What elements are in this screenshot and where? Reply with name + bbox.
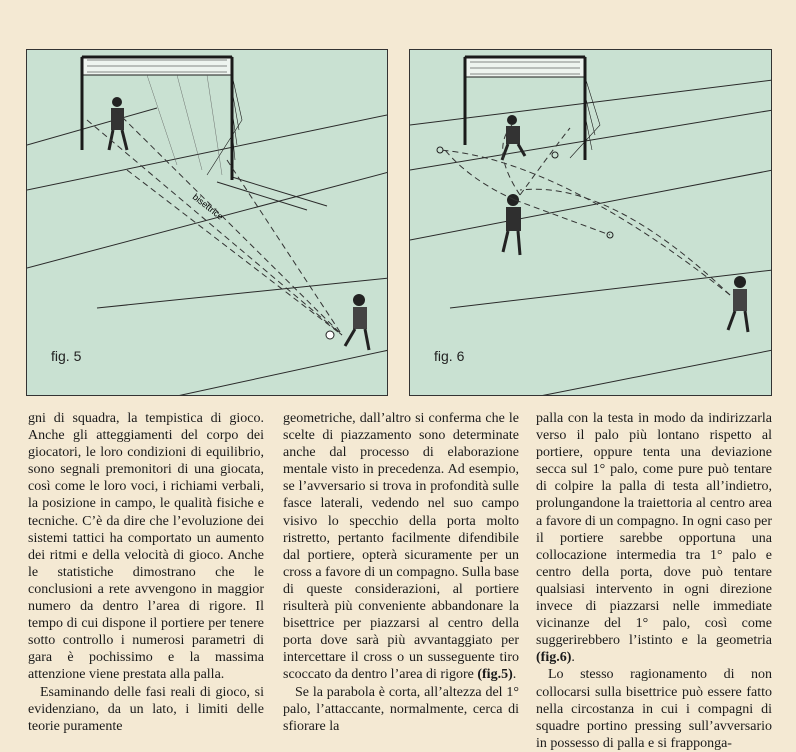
attacker-icon bbox=[728, 276, 748, 332]
text-column-1 bbox=[28, 410, 264, 735]
figure-reference: (fig.5) bbox=[477, 667, 513, 683]
goal-icon bbox=[465, 57, 600, 160]
figure-5 bbox=[26, 49, 388, 396]
paragraph: Se la parabola è corta, all’altezza del 1° palo, l’attaccante, normalmente, cerca di sfiorare la bbox=[283, 684, 519, 734]
text-column-2 bbox=[283, 410, 519, 735]
figure-6 bbox=[409, 49, 772, 396]
attacker-icon bbox=[326, 294, 369, 350]
paragraph-end: . bbox=[512, 667, 517, 683]
fig6-field-drawing bbox=[410, 50, 772, 396]
paragraph-text: geometriche, dall’altro si conferma che le scelte di piazzamento sono determinate anche dal processo di elaborazione mentale visto in precedenza. Ad esempio, se l’avversario si trova in profondità sulle fasce laterali, vedendo nel suo campo visivo lo specchio della porta molto ristretto, pertanto facilmente difendibile dal portiere, opterà sicuramente per un cross a favore di un compagno. Sulla base di queste considerazioni, al portiere risulterà più conveniente abbandonare la bisettrice per piazzarsi al centro della porta dove sarà più avvantaggiato per intercettare il cross o un susseguente tiro scoccato da dentro l’area di rigore bbox=[283, 411, 519, 683]
figure-label: fig. 5 bbox=[51, 348, 82, 364]
defender-icon bbox=[503, 194, 521, 255]
goalkeeper-icon bbox=[109, 97, 127, 150]
paragraph: Lo stesso ragionamento di non collocarsi sulla bisettrice può essere fatto nella circostanza in cui i compagni di squadre portino pressing sull’avversario in possesso di palla e si frappongа- bbox=[536, 667, 772, 751]
paragraph bbox=[536, 410, 772, 666]
text-column-3 bbox=[536, 410, 772, 752]
fig5-field-drawing bbox=[27, 50, 388, 396]
figure-label: fig. 6 bbox=[434, 348, 465, 364]
paragraph-text: palla con la testa in modo da indirizzarla verso il palo più lontano rispetto al portiere, oppure tenta una deviazione secca sul 1° palo, come pure può tentare di colpire la palla di testa all’indietro, prolungandone la traiettoria al centro area a favore di un compagno. In ogni caso per il portiere sarebbe opportuna una collocazione intermedia tra 1° palo e centro della porta, dove può tentare qualsiasi intervento in ogni direzione invece di piazzarsi nelle immediate vicinanze del 1° palo, così come suggerirebbero l’istinto e la geometria bbox=[536, 411, 772, 649]
paragraph: Esaminando delle fasi reali di gioco, si evidenziano, da un lato, i limiti delle teorie puramente bbox=[28, 684, 264, 734]
paragraph: gni di squadra, la tempistica di gioco. Anche gli atteggiamenti del corpo dei giocatori, le loro condizioni di equilibrio, sono segnali premonitori di una giocata, così come le loro voci, i richiami verbali, la posizione in campo, le qualità fisiche e tecniche. C’è da dire che l’evoluzione dei sistemi tattici ha comportato un aumento dei ritmi e della velocità di gioco. Anche le statistiche dimostrano che le conclusioni a rete avvengono in maggior numero da dentro l’area di rigore. Il tempo di cui dispone il portiere per tenere sotto controllo i numerosi parametri di gara è pochissimo e la massima attenzione viene prestata alla palla. bbox=[28, 411, 264, 683]
figure-reference: (fig.6) bbox=[536, 650, 572, 666]
bisector-label: bisettrice bbox=[190, 191, 226, 222]
paragraph-end: . bbox=[571, 650, 575, 666]
paragraph bbox=[283, 410, 519, 684]
